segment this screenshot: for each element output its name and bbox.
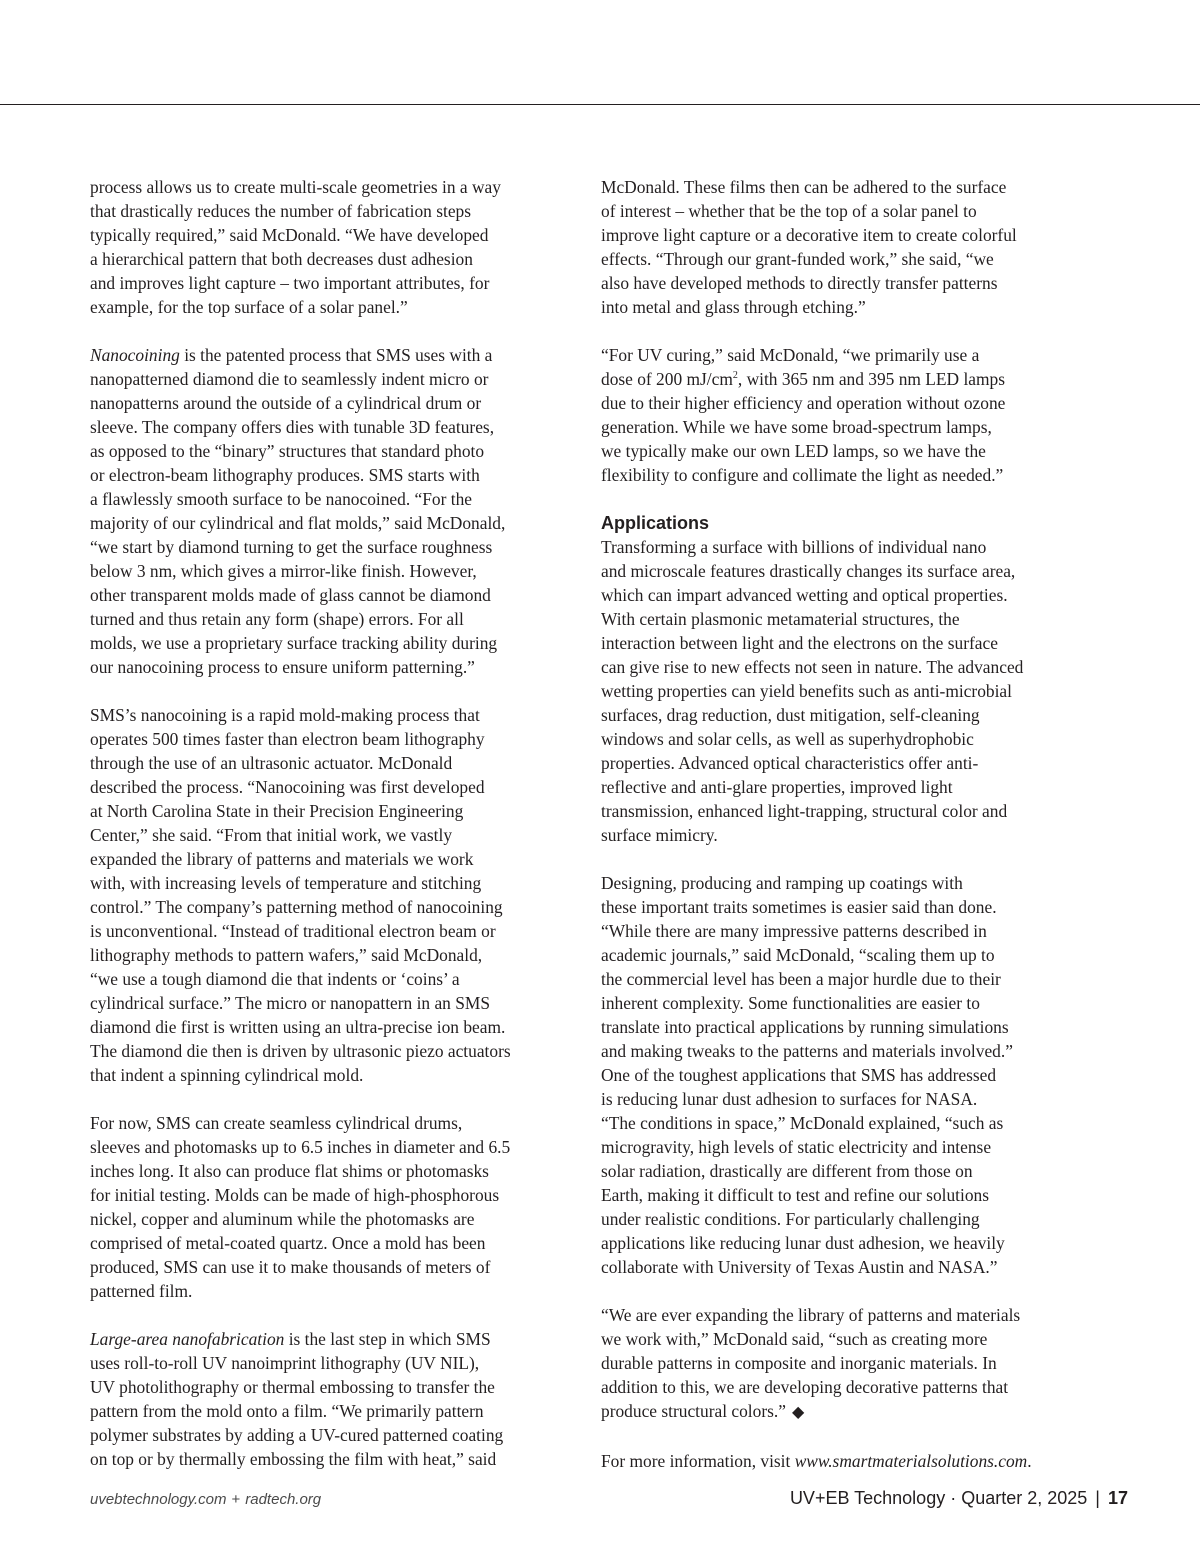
text-line: translate into practical applications by running simulations: [601, 1017, 1009, 1037]
text-line: Transforming a surface with billions of individual nano: [601, 537, 987, 557]
more-info: [601, 1449, 1089, 1473]
text-line: wetting properties can yield benefits such as anti-microbial: [601, 681, 1012, 701]
text-line: “we start by diamond turning to get the surface roughness: [90, 537, 493, 557]
text-line: effects. “Through our grant-funded work,” she said, “we: [601, 249, 994, 269]
paragraph: [90, 175, 576, 319]
text-line: interaction between light and the electrons on the surface: [601, 633, 998, 653]
text-line: we work with,” McDonald said, “such as creating more: [601, 1329, 988, 1349]
text-line: can give rise to new effects not seen in nature. The advanced: [601, 657, 1024, 677]
paragraph: [601, 871, 1089, 1279]
text-line: durable patterns in composite and inorganic materials. In: [601, 1353, 997, 1373]
paragraph: [601, 1303, 1089, 1425]
italic-term: Nanocoining: [90, 345, 180, 365]
text-fragment: is the last step in which SMS: [284, 1329, 491, 1349]
text-fragment: is the patented process that SMS uses with a: [179, 345, 493, 365]
text-line: applications like reducing lunar dust adhesion, we heavily: [601, 1233, 1005, 1253]
text-line: reflective and anti-glare properties, improved light: [601, 777, 953, 797]
text-line: McDonald. These films then can be adhered to the surface: [601, 177, 1007, 197]
text-line: “For UV curing,” said McDonald, “we primarily use a: [601, 345, 980, 365]
text-line: patterned film.: [90, 1281, 193, 1301]
end-mark-icon: ◆: [791, 1404, 805, 1421]
text-line: for initial testing. Molds can be made of high-phosphorous: [90, 1185, 500, 1205]
text-fragment: .: [1027, 1451, 1032, 1471]
text-line: surface mimicry.: [601, 825, 718, 845]
right-column: [601, 175, 1089, 1497]
text-line: as opposed to the “binary” structures that standard photo: [90, 441, 485, 461]
text-line: expanded the library of patterns and materials we work: [90, 849, 474, 869]
text-line: improve light capture or a decorative item to create colorful: [601, 225, 1017, 245]
text-line: under realistic conditions. For particularly challenging: [601, 1209, 980, 1229]
paragraph: [90, 1111, 576, 1303]
left-column: [90, 175, 576, 1495]
text-line: described the process. “Nanocoining was first developed: [90, 777, 485, 797]
text-line: turned and thus retain any form (shape) errors. For all: [90, 609, 464, 629]
text-line: or electron-beam lithography produces. SMS starts with: [90, 465, 480, 485]
text-line: [601, 1399, 1089, 1425]
text-line: typically required,” said McDonald. “We have developed: [90, 225, 489, 245]
text-line: generation. While we have some broad-spectrum lamps,: [601, 417, 992, 437]
text-line: inches long. It also can produce flat shims or photomasks: [90, 1161, 489, 1181]
text-line: Earth, making it difficult to test and refine our solutions: [601, 1185, 989, 1205]
text-line: through the use of an ultrasonic actuator. McDonald: [90, 753, 453, 773]
text-line: nickel, copper and aluminum while the photomasks are: [90, 1209, 475, 1229]
text-line: [90, 343, 576, 367]
text-line: sleeve. The company offers dies with tunable 3D features,: [90, 417, 495, 437]
text-line: “we use a tough diamond die that indents or ‘coins’ a: [90, 969, 460, 989]
text-line: “While there are many impressive patterns described in: [601, 921, 987, 941]
text-line: comprised of metal-coated quartz. Once a mold has been: [90, 1233, 486, 1253]
text-line: operates 500 times faster than electron beam lithography: [90, 729, 485, 749]
italic-term: Large-area nanofabrication: [90, 1329, 285, 1349]
plus-sign: +: [231, 1491, 241, 1508]
text-line: properties. Advanced optical characteristics offer anti-: [601, 753, 979, 773]
text-line: with, with increasing levels of temperature and stitching: [90, 873, 482, 893]
text-line: SMS’s nanocoining is a rapid mold-making process that: [90, 705, 480, 725]
text-line: into metal and glass through etching.”: [601, 297, 866, 317]
text-line: uses roll-to-roll UV nanoimprint lithography (UV NIL),: [90, 1353, 480, 1373]
text-line: below 3 nm, which gives a mirror-like finish. However,: [90, 561, 477, 581]
text-fragment: , with 365 nm and 395 nm LED lamps: [737, 369, 1005, 389]
text-line: nanopatterned diamond die to seamlessly indent micro or: [90, 369, 489, 389]
text-line: majority of our cylindrical and flat molds,” said McDonald,: [90, 513, 506, 533]
text-line: also have developed methods to directly transfer patterns: [601, 273, 998, 293]
paragraph: [601, 343, 1089, 487]
line-group: [90, 367, 576, 679]
text-line: and improves light capture – two important attributes, for: [90, 273, 490, 293]
text-line: lithography methods to pattern wafers,” said McDonald,: [90, 945, 483, 965]
section-heading: Applications: [601, 513, 710, 533]
text-line: on top or by thermally embossing the film with heat,” said: [90, 1449, 497, 1469]
text-line: produced, SMS can use it to make thousands of meters of: [90, 1257, 491, 1277]
text-line: other transparent molds made of glass cannot be diamond: [90, 585, 491, 605]
text-line: microgravity, high levels of static electricity and intense: [601, 1137, 992, 1157]
text-line: the commercial level has been a major hurdle due to their: [601, 969, 1001, 989]
text-line: molds, we use a proprietary surface tracking ability during: [90, 633, 498, 653]
site-link-uveb[interactable]: uvebtechnology.com: [90, 1491, 227, 1508]
text-line: cylindrical surface.” The micro or nanopattern in an SMS: [90, 993, 491, 1013]
paragraph: [601, 535, 1089, 847]
page-number: 17: [1107, 1488, 1128, 1508]
text-line: Designing, producing and ramping up coatings with: [601, 873, 963, 893]
text-line: and making tweaks to the patterns and materials involved.”: [601, 1041, 1013, 1061]
footer-publication: [790, 1488, 1128, 1509]
text-fragment: dose of 200 mJ/cm: [601, 369, 733, 389]
paragraph: [90, 703, 576, 1087]
site-link-radtech[interactable]: radtech.org: [245, 1491, 322, 1508]
paragraph: [601, 175, 1089, 319]
footer-separator: |: [1095, 1488, 1100, 1508]
footer-websites: [90, 1491, 321, 1508]
text-line: of interest – whether that be the top of a solar panel to: [601, 201, 977, 221]
text-fragment: For more information, visit: [601, 1451, 795, 1471]
text-line: our nanocoining process to ensure uniform patterning.”: [90, 657, 475, 677]
text-fragment: produce structural colors.”: [601, 1401, 786, 1421]
paragraph: [90, 343, 576, 679]
text-line: UV photolithography or thermal embossing to transfer the: [90, 1377, 495, 1397]
text-line: “The conditions in space,” McDonald explained, “such as: [601, 1113, 1004, 1133]
text-line: and microscale features drastically changes its surface area,: [601, 561, 1016, 581]
text-line: polymer substrates by adding a UV-cured patterned coating: [90, 1425, 504, 1445]
line-group: [601, 1303, 1089, 1399]
text-line: [601, 367, 1089, 391]
superscript: 2: [732, 370, 738, 382]
website-link[interactable]: www.smartmaterialsolutions.com: [794, 1451, 1028, 1471]
text-line: The diamond die then is driven by ultrasonic piezo actuators: [90, 1041, 511, 1061]
text-line: For now, SMS can create seamless cylindrical drums,: [90, 1113, 463, 1133]
text-line: [90, 1327, 576, 1351]
text-line: sleeves and photomasks up to 6.5 inches in diameter and 6.5: [90, 1137, 511, 1157]
text-line: these important traits sometimes is easier said than done.: [601, 897, 997, 917]
text-line: is unconventional. “Instead of traditional electron beam or: [90, 921, 496, 941]
text-line: pattern from the mold onto a film. “We primarily pattern: [90, 1401, 484, 1421]
text-line: collaborate with University of Texas Austin and NASA.”: [601, 1257, 998, 1277]
paragraph: [90, 1327, 576, 1471]
header-rule: [0, 104, 1200, 105]
text-line: control.” The company’s patterning method of nanocoining: [90, 897, 503, 917]
text-line: One of the toughest applications that SMS has addressed: [601, 1065, 997, 1085]
text-line: addition to this, we are developing decorative patterns that: [601, 1377, 1009, 1397]
text-line: due to their higher efficiency and operation without ozone: [601, 393, 1006, 413]
text-line: we typically make our own LED lamps, so we have the: [601, 441, 986, 461]
text-line: that indent a spinning cylindrical mold.: [90, 1065, 364, 1085]
text-line: solar radiation, drastically are different from those on: [601, 1161, 973, 1181]
text-line: surfaces, drag reduction, dust mitigation, self-cleaning: [601, 705, 980, 725]
text-line: academic journals,” said McDonald, “scaling them up to: [601, 945, 995, 965]
text-line: a flawlessly smooth surface to be nanocoined. “For the: [90, 489, 472, 509]
text-line: is reducing lunar dust adhesion to surfaces for NASA.: [601, 1089, 978, 1109]
text-line: “We are ever expanding the library of patterns and materials: [601, 1305, 1021, 1325]
text-line: [601, 1449, 1089, 1473]
text-line: which can impart advanced wetting and optical properties.: [601, 585, 1008, 605]
text-line: process allows us to create multi-scale geometries in a way: [90, 177, 501, 197]
text-line: inherent complexity. Some functionalities are easier to: [601, 993, 980, 1013]
text-line: nanopatterns around the outside of a cylindrical drum or: [90, 393, 482, 413]
text-line: Center,” she said. “From that initial work, we vastly: [90, 825, 453, 845]
text-line: diamond die first is written using an ultra-precise ion beam.: [90, 1017, 506, 1037]
publication-title: UV+EB Technology · Quarter 2, 2025: [789, 1488, 1088, 1508]
text-line: example, for the top surface of a solar panel.”: [90, 297, 408, 317]
text-line: that drastically reduces the number of fabrication steps: [90, 201, 472, 221]
text-line: flexibility to configure and collimate the light as needed.”: [601, 465, 1004, 485]
line-group: [601, 391, 1089, 487]
text-line: With certain plasmonic metamaterial structures, the: [601, 609, 960, 629]
text-line: at North Carolina State in their Precision Engineering: [90, 801, 464, 821]
text-line: windows and solar cells, as well as superhydrophobic: [601, 729, 974, 749]
text-line: a hierarchical pattern that both decreases dust adhesion: [90, 249, 473, 269]
line-group: [90, 1351, 576, 1471]
text-line: transmission, enhanced light-trapping, structural color and: [601, 801, 1008, 821]
